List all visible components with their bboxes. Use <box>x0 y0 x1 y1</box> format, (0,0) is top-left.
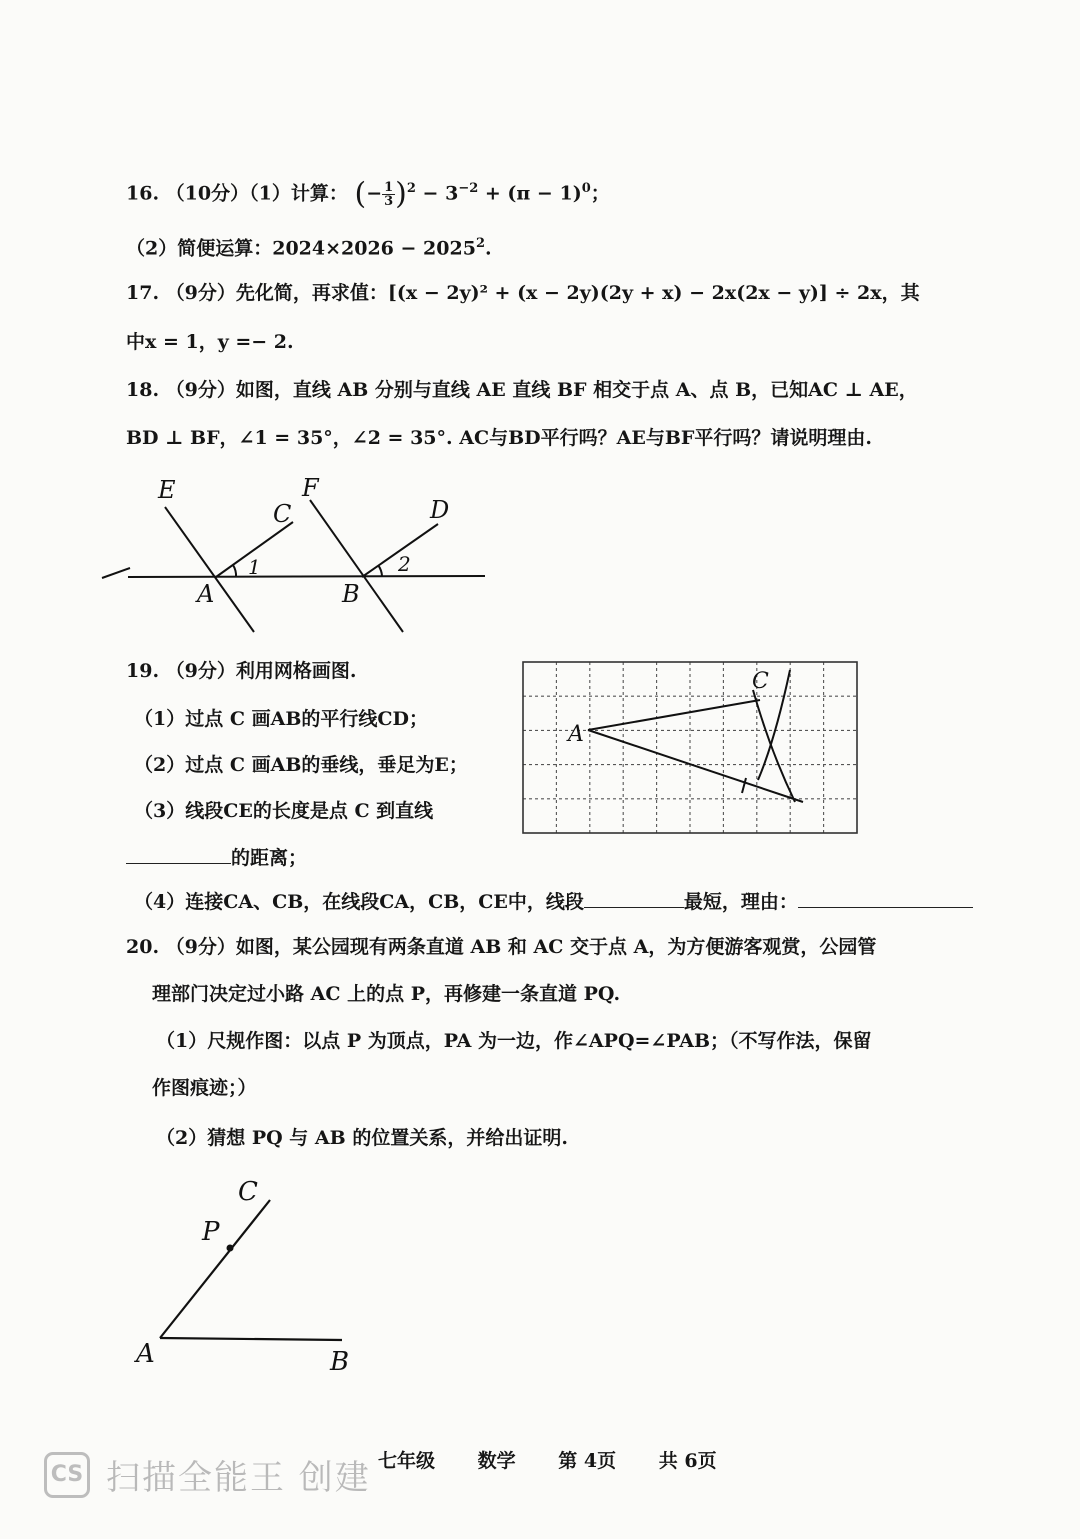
q20-line5: （2）猜想 PQ 与 AB 的位置关系，并给出证明. <box>156 1127 568 1149</box>
q18-figure <box>0 470 500 650</box>
blank-line-name[interactable] <box>126 847 231 864</box>
line-bf <box>310 500 403 632</box>
q20-figure <box>120 1170 400 1380</box>
footer-grade: 七年级 <box>378 1450 436 1472</box>
grid-label-c: C <box>752 669 769 694</box>
label-1: 1 <box>248 555 261 579</box>
footer-page: 第 4页 <box>558 1450 617 1472</box>
blank-shortest-segment[interactable] <box>584 891 684 908</box>
fig20-label-c: C <box>238 1177 258 1207</box>
q19-part3b: 的距离； <box>126 845 307 871</box>
construction-arc-1 <box>753 690 795 802</box>
footer-subject: 数学 <box>477 1450 516 1472</box>
label-a: A <box>197 580 215 608</box>
q16-line2: （2）简便运算：$2024\times 2026 - 2025^2$. <box>126 236 492 260</box>
page-footer <box>378 1446 753 1473</box>
q18-line2: BD ⊥ BF，∠1 = 35°，∠2 = 35°. AC与BD平行吗？AE与BF平行吗？请说明理由. <box>126 427 873 449</box>
point-p <box>227 1245 234 1252</box>
q17-line1: 17. （9分）先化简，再求值：[(x − 2y)² + (x − 2y)(2y + x) − 2x(2x − y)] ÷ 2x，其 <box>126 282 920 304</box>
q16-line1: 16. （10分）（1）计算： (− $\frac{1}{3}$ )$^2 - 3^{-2} + (\pi - 1)^0$； <box>126 176 610 212</box>
segment-ab <box>588 730 803 802</box>
fig20-label-b: B <box>330 1347 350 1377</box>
watermark-text: 扫描全能王 创建 <box>106 1458 371 1498</box>
segment-ac <box>588 700 760 730</box>
camscanner-logo-icon: CS <box>44 1452 90 1498</box>
blank-reason[interactable] <box>798 891 973 908</box>
fig20-label-a: A <box>136 1339 155 1369</box>
angle-2-arc <box>378 565 382 577</box>
footer-total: 共 6页 <box>658 1450 717 1472</box>
q19-part4: （4）连接CA、CB，在线段CA，CB，CE中，线段 最短，理由： <box>134 889 973 915</box>
q20-line1: 20. （9分）如图，某公园现有两条直道 AB 和 AC 交于点 A，为方便游客观赏，公园管 <box>126 936 877 958</box>
grid-label-a: A <box>568 722 584 747</box>
q18-line1: 18. （9分）如图，直线 AB 分别与直线 AE 直线 BF 相交于点 A、点 B，已知AC ⊥ AE， <box>126 379 918 401</box>
fig20-label-p: P <box>202 1217 220 1247</box>
construction-tick <box>742 778 746 793</box>
label-2: 2 <box>398 552 411 576</box>
q18-left-tick <box>102 568 130 578</box>
q20-line2: 理部门决定过小路 AC 上的点 P，再修建一条直道 PQ. <box>152 983 621 1005</box>
label-d: D <box>430 496 450 524</box>
angle-1-arc <box>233 565 236 577</box>
line-ae <box>165 507 254 632</box>
line-ab <box>128 576 485 577</box>
q20-line3: （1）尺规作图：以点 P 为顶点，PA 为一边，作∠APQ=∠PAB；（不写作法，保留 <box>156 1030 872 1052</box>
q19-head: 19. （9分）利用网格画图. <box>126 660 357 682</box>
q19-part1: （1）过点 C 画AB的平行线CD； <box>134 708 428 730</box>
q19-grid-figure <box>520 660 860 836</box>
q17-line2: 中x = 1，y =− 2. <box>126 331 294 353</box>
q19-part2: （2）过点 C 画AB的垂线，垂足为E； <box>134 754 468 776</box>
label-e: E <box>158 476 176 504</box>
road-ab <box>160 1338 342 1340</box>
label-f: F <box>302 474 319 502</box>
q20-line4: 作图痕迹；） <box>152 1077 257 1099</box>
label-c: C <box>273 500 292 528</box>
scanner-watermark <box>44 1450 371 1499</box>
label-b: B <box>342 580 360 608</box>
q19-part3: （3）线段CE的长度是点 C 到直线 <box>134 800 434 822</box>
